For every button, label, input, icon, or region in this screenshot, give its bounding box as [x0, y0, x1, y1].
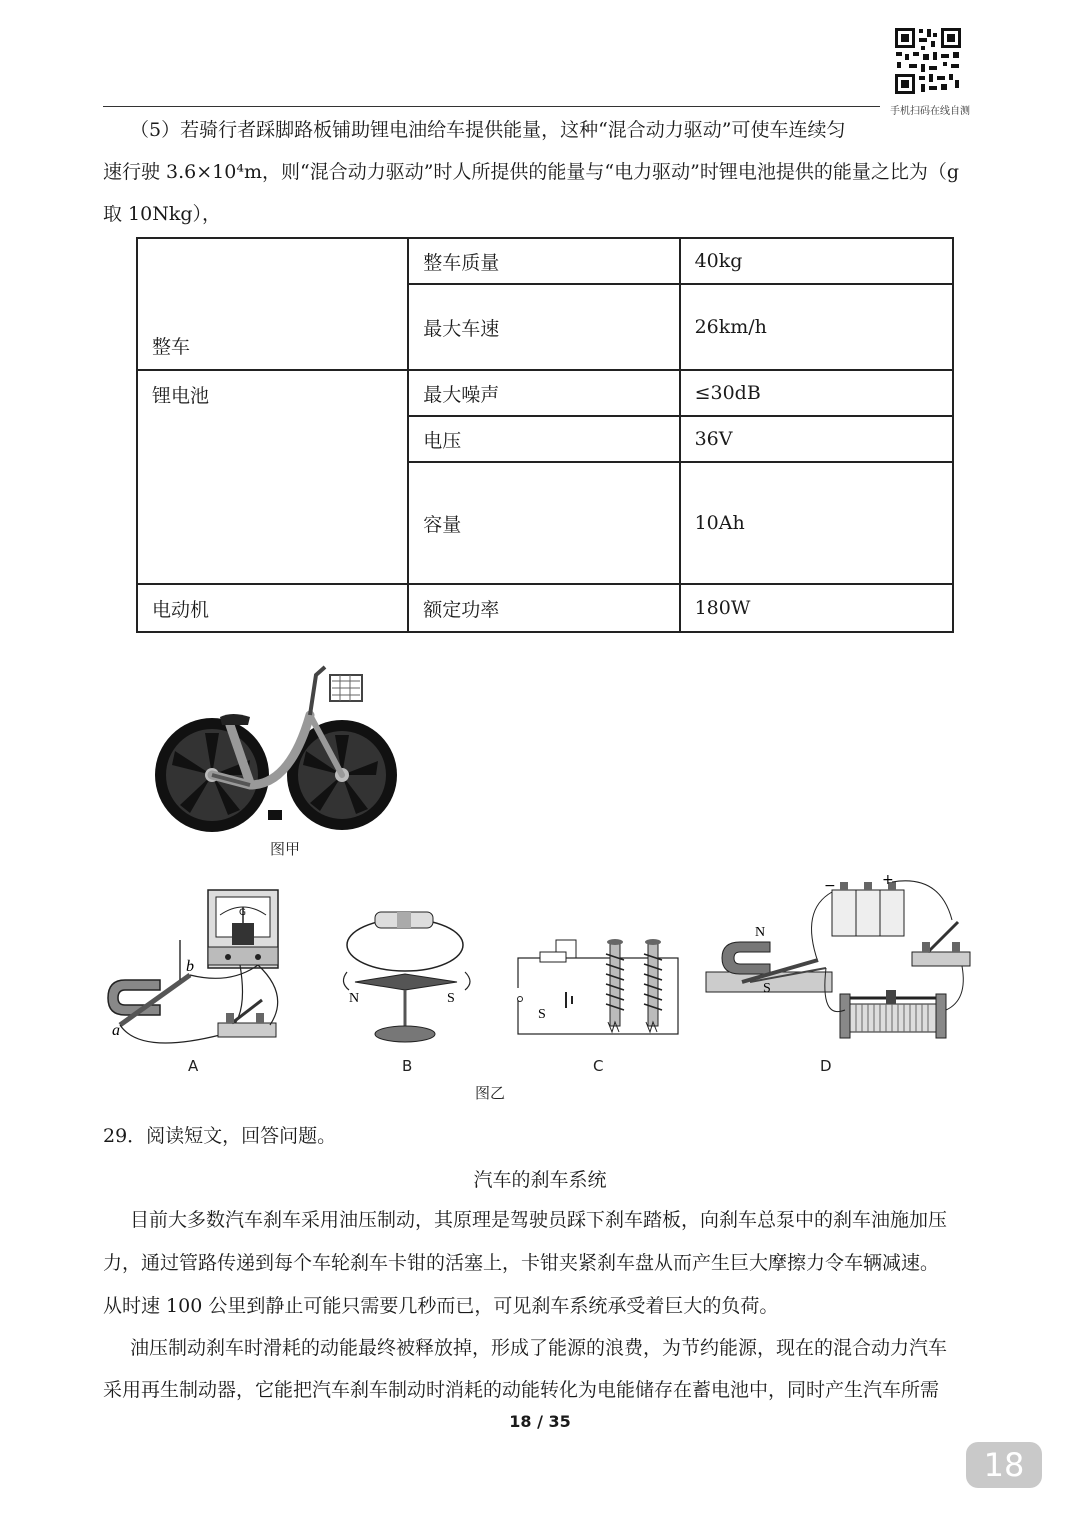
- label-a-small: a: [112, 1022, 120, 1039]
- figure-label-c: C: [593, 1057, 604, 1075]
- table-cell-value: 26km/h: [680, 284, 953, 370]
- pole-n-label: N: [349, 991, 360, 1006]
- table-cell-value: 36V: [680, 416, 953, 462]
- pedal: [268, 810, 282, 820]
- galvanometer-icon: [208, 890, 278, 968]
- table-row: [137, 370, 953, 416]
- q29-p1-line3: 从时速 100 公里到静止可能只需要几秒而已，可见刹车系统承受着巨大的负荷。: [103, 1295, 779, 1317]
- switch-icon: [912, 922, 970, 966]
- table-cell-group: 整车: [137, 238, 408, 370]
- q29-p2-line2: 采用再生制动器，它能把汽车刹车制动时消耗的动能转化为电能储存在蓄电池中，同时产生汽车所需: [103, 1379, 940, 1401]
- battery-minus-label: −: [824, 878, 836, 894]
- figure-label-d: D: [820, 1057, 832, 1075]
- table-cell-item: 容量: [408, 462, 679, 584]
- pole-s-label: S: [763, 981, 771, 996]
- battery-plus-label: +: [882, 872, 894, 888]
- switch-s-label: S: [538, 1007, 546, 1022]
- q29-p1-line1: 目前大多数汽车刹车采用油压制动，其原理是驾驶员踩下刹车踏板，向刹车总泵中的刹车油施加压: [130, 1209, 948, 1231]
- header-rule: [103, 106, 980, 107]
- apparatus-b: [335, 900, 485, 1050]
- pole-n-label: N: [755, 925, 766, 940]
- spec-table: [136, 237, 954, 633]
- electromagnet-right: [644, 939, 662, 1026]
- switch-icon: [218, 1000, 276, 1037]
- horseshoe-magnet: [722, 942, 770, 974]
- q5-line3: 取 10Nkg），: [103, 203, 222, 225]
- q5-line1: （5）若骑行者踩脚路板铺助锂电油给车提供能量，这种“混合动力驱动”可使车连续匀: [130, 119, 846, 141]
- page-number: 18 / 35: [509, 1412, 571, 1431]
- apparatus-d: [700, 870, 980, 1050]
- table-cell-value: ≤30dB: [680, 370, 953, 416]
- page-badge[interactable]: 18: [966, 1442, 1042, 1488]
- table-cell-item: 额定功率: [408, 584, 679, 632]
- figure-yi-caption: 图乙: [475, 1084, 506, 1102]
- bicycle-illustration: [150, 655, 400, 835]
- table-cell-item: 整车质量: [408, 238, 679, 284]
- table-cell-item: 最大噪声: [408, 370, 679, 416]
- electromagnet-left: [606, 939, 624, 1026]
- horseshoe-magnet: [108, 980, 160, 1015]
- table-cell-group: 电动机: [137, 584, 408, 632]
- q5-line2: 速行驶 3.6×10⁴m，则“混合动力驱动”时人所提供的能量与“电力驱动”时锂电池提供的能量之比为（g: [103, 161, 960, 183]
- q29-p2-line1: 油压制动刹车时滑耗的动能最终被释放掉，形成了能源的浪费，为节约能源，现在的混合动力汽车: [130, 1337, 948, 1359]
- battery-pack-icon: [832, 882, 904, 936]
- qr-caption: 手机扫码在线自测: [880, 102, 980, 117]
- table-cell-value: 40kg: [680, 238, 953, 284]
- magnetic-needle: [355, 974, 457, 990]
- rheostat-icon: [840, 990, 946, 1038]
- table-row: [137, 238, 953, 284]
- rheostat-icon: [540, 952, 566, 962]
- qr-code-icon: [893, 26, 963, 96]
- q29-stem: 29．阅读短文，回答问题。: [103, 1125, 337, 1147]
- apparatus-c: [510, 930, 690, 1045]
- figure-label-b: B: [402, 1057, 413, 1075]
- saddle: [220, 714, 250, 725]
- table-row: [137, 584, 953, 632]
- table-cell-value: 10Ah: [680, 462, 953, 584]
- table-cell-group: 锂电池: [137, 370, 408, 584]
- table-cell-item: 电压: [408, 416, 679, 462]
- table-cell-value: 180W: [680, 584, 953, 632]
- handlebar: [310, 667, 325, 715]
- label-b-small: b: [186, 958, 194, 975]
- q29-title: 汽车的刹车系统: [473, 1169, 607, 1191]
- pole-s-label: S: [447, 991, 455, 1006]
- apparatus-a: [100, 885, 295, 1055]
- table-cell-item: 最大车速: [408, 284, 679, 370]
- galvanometer-label: G: [239, 908, 246, 918]
- figure-label-a: A: [188, 1057, 199, 1075]
- figure-jia-caption: 图甲: [270, 840, 301, 858]
- q29-p1-line2: 力，通过管路传递到每个车轮刹车卡钳的活塞上，卡钳夹紧刹车盘从而产生巨大摩擦力令车辆减速。: [103, 1252, 940, 1274]
